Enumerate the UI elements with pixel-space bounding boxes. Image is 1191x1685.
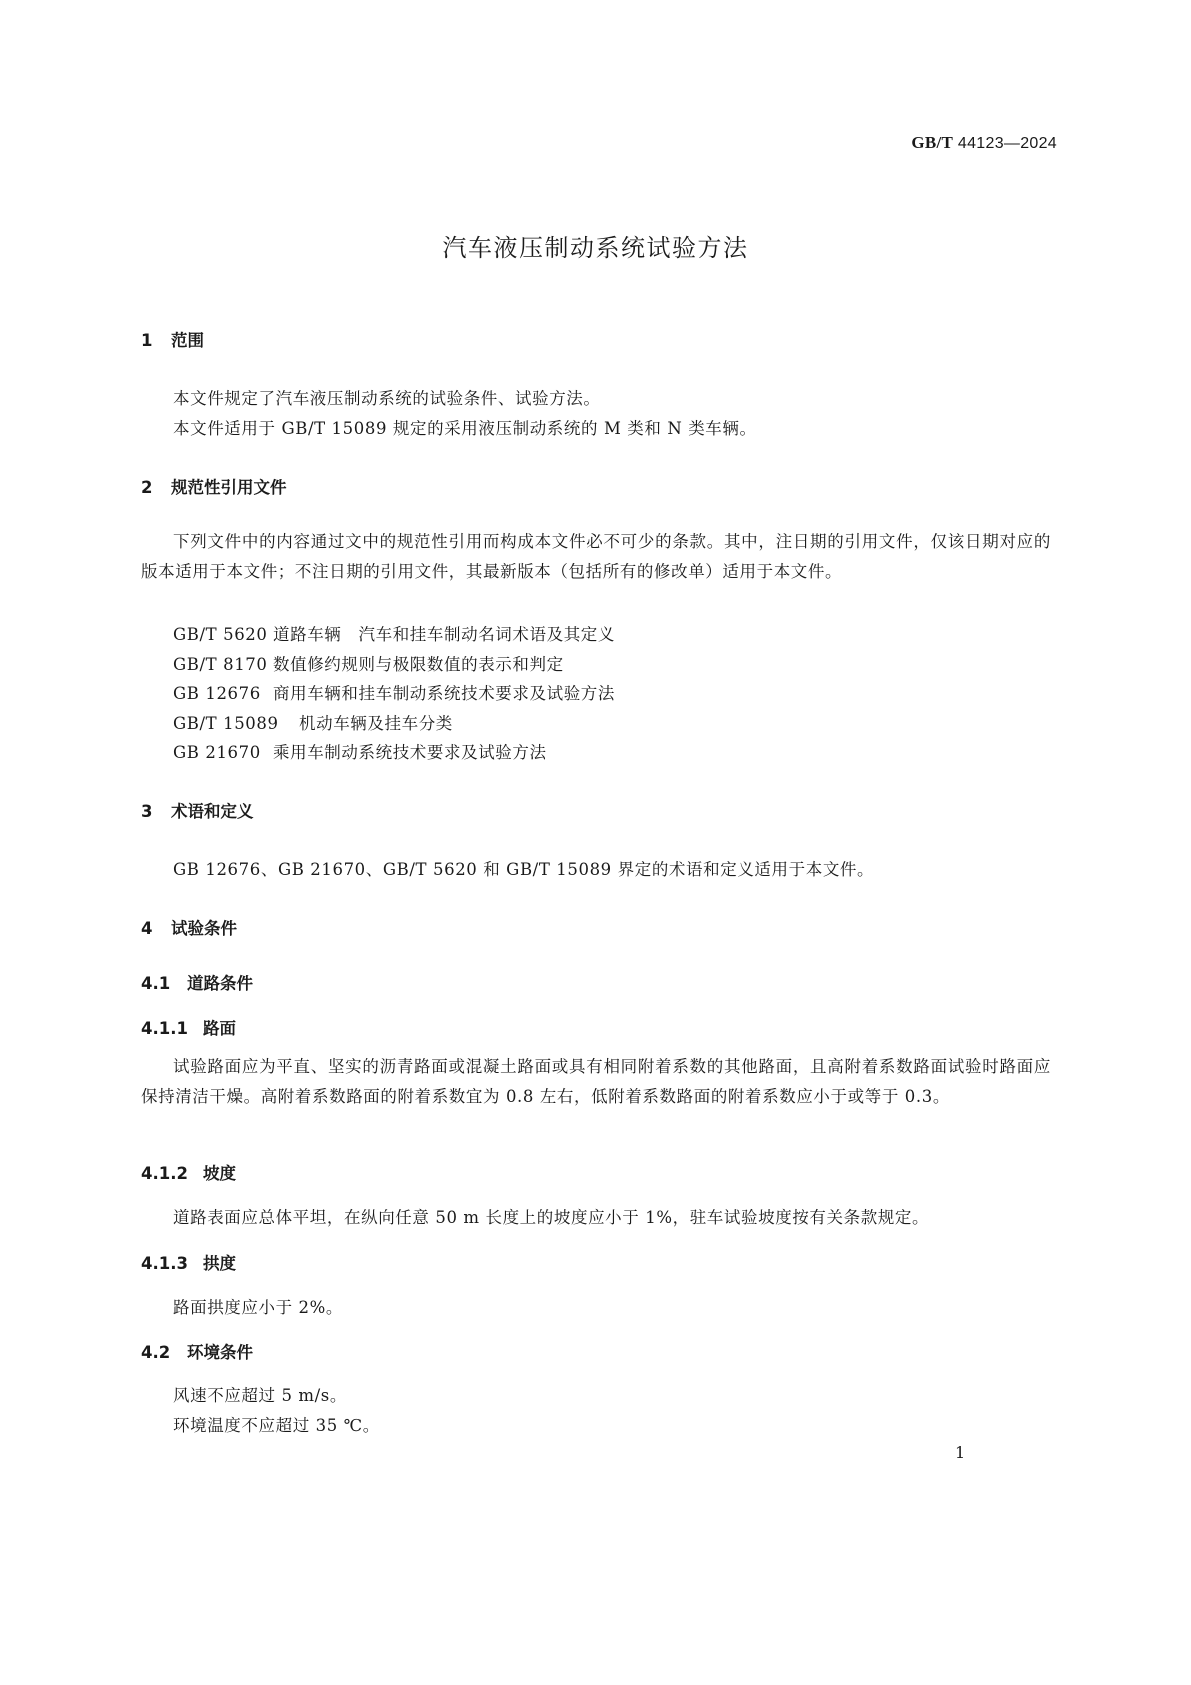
section-number: 2 (141, 478, 153, 497)
section-1-heading (141, 327, 204, 351)
section-4-1-heading (141, 970, 253, 994)
section-1-paragraph-2: 本文件适用于 GB/T 15089 规定的采用液压制动系统的 M 类和 N 类车辆。 (173, 419, 757, 438)
section-3-heading (141, 798, 254, 822)
section-4-2-paragraph-2: 环境温度不应超过 35 ℃。 (173, 1416, 380, 1435)
section-number: 3 (141, 802, 153, 821)
standard-code: 44123—2024 (957, 135, 1057, 152)
section-title: 术语和定义 (171, 802, 254, 821)
section-number: 4.1 (141, 974, 171, 993)
reference-item (173, 680, 615, 704)
section-4-2-heading (141, 1339, 253, 1363)
section-title: 试验条件 (171, 919, 237, 938)
section-title: 坡度 (203, 1164, 236, 1183)
reference-item (173, 621, 615, 645)
document-title: 汽车液压制动系统试验方法 (442, 234, 749, 262)
reference-code: GB/T 15089 (173, 714, 279, 733)
section-number: 4.1.2 (141, 1164, 188, 1183)
section-title: 道路条件 (187, 974, 253, 993)
section-4-1-3-paragraph: 路面拱度应小于 2%。 (173, 1298, 344, 1317)
section-number: 4 (141, 919, 153, 938)
section-3-paragraph: GB 12676、GB 21670、GB/T 5620 和 GB/T 15089 界定的术语和定义适用于本文件。 (173, 860, 875, 879)
section-1-paragraph-1: 本文件规定了汽车液压制动系统的试验条件、试验方法。 (173, 389, 601, 408)
section-number: 4.2 (141, 1343, 171, 1362)
section-number: 1 (141, 331, 153, 350)
section-title: 路面 (203, 1019, 236, 1038)
section-title: 范围 (171, 331, 204, 350)
section-4-2-paragraph-1: 风速不应超过 5 m/s。 (173, 1386, 347, 1405)
page-number: 1 (955, 1443, 966, 1462)
reference-code: GB 12676 (173, 684, 261, 703)
section-4-1-3-heading (141, 1250, 236, 1274)
section-4-1-1-paragraph: 试验路面应为平直、坚实的沥青路面或混凝土路面或具有相同附着系数的其他路面，且高附着系数路面试验时路面应保持清洁干燥。高附着系数路面的附着系数宜为 0.8 左右，低附着系数路面的附着系数应小于或等于 0.3。 (141, 1057, 1051, 1106)
section-title: 拱度 (203, 1254, 236, 1273)
section-title: 环境条件 (187, 1343, 253, 1362)
section-4-heading (141, 915, 237, 939)
reference-title: 乘用车制动系统技术要求及试验方法 (273, 743, 547, 762)
section-number: 4.1.1 (141, 1019, 188, 1038)
reference-item (173, 710, 453, 734)
section-number: 4.1.3 (141, 1254, 188, 1273)
standard-number (911, 133, 1057, 153)
reference-code: GB/T 8170 (173, 655, 268, 674)
reference-item (173, 739, 547, 763)
standard-prefix: GB/T (911, 133, 954, 152)
section-4-1-1-heading (141, 1015, 236, 1039)
reference-title: 商用车辆和挂车制动系统技术要求及试验方法 (273, 684, 615, 703)
section-title: 规范性引用文件 (171, 478, 287, 497)
section-4-1-2-paragraph: 道路表面应总体平坦，在纵向任意 50 m 长度上的坡度应小于 1%，驻车试验坡度按有关条款规定。 (173, 1208, 930, 1227)
section-2-heading (141, 474, 287, 498)
reference-code: GB 21670 (173, 743, 261, 762)
reference-code: GB/T 5620 (173, 625, 268, 644)
reference-title: 道路车辆 汽车和挂车制动名词术语及其定义 (273, 625, 615, 644)
section-4-1-2-heading (141, 1160, 236, 1184)
reference-title: 数值修约规则与极限数值的表示和判定 (273, 655, 564, 674)
section-2-intro: 下列文件中的内容通过文中的规范性引用而构成本文件必不可少的条款。其中，注日期的引用文件，仅该日期对应的版本适用于本文件；不注日期的引用文件，其最新版本（包括所有的修改单）适用于本文件。 (141, 532, 1051, 581)
reference-title: 机动车辆及挂车分类 (299, 714, 453, 733)
reference-item (173, 651, 564, 675)
